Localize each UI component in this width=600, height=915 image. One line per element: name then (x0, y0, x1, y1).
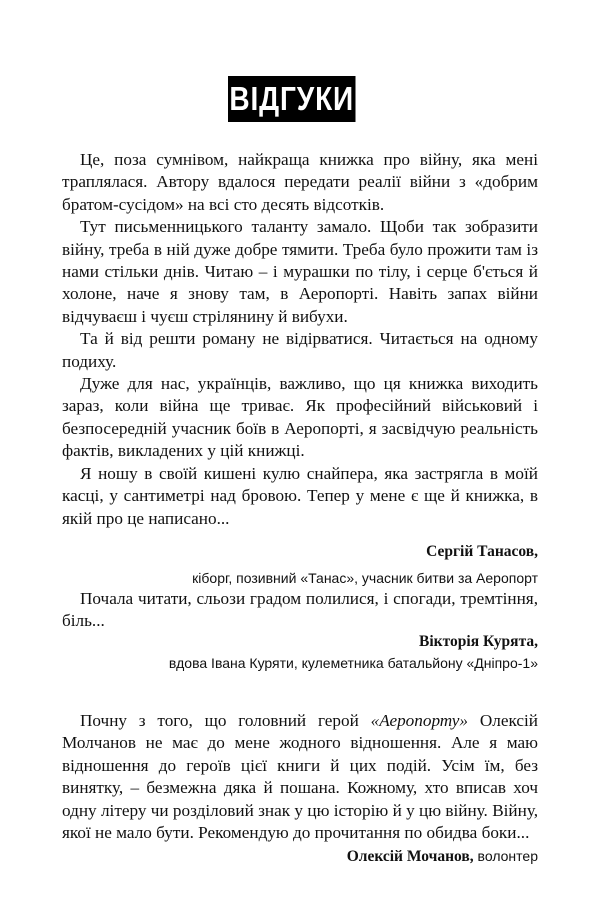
review-3-author-role: волонтер (473, 848, 538, 865)
review-1-author-description: кіборг, позивний «Танас», учасник битви за Аеропорт (192, 569, 538, 586)
review-1-paragraph-1: Це, поза сумнівом, найкраща книжка про війну, яка мені траплялася. Автору вдалося передати реалії війни з «добрим братом-сусідом» на всі сто десять відсотків. (62, 150, 538, 214)
review-2 (62, 588, 538, 673)
review-3-paragraph-1 (62, 710, 538, 844)
review-1-paragraph-5: Я ношу в своїй кишені кулю снайпера, яка застрягла в моїй касці, у сантиметрі над бровою. Тепер у мене є ще й книжка, в якій про це написано... (62, 463, 538, 528)
review-2-author-description: вдова Івана Куряти, кулеметника батальйону «Дніпро-1» (168, 654, 538, 671)
review-3-author-name: Олексій Мочанов, (346, 848, 474, 866)
review-2-paragraph-1: Почала читати, сльози градом полилися, і спогади, тремтіння, біль... (62, 589, 538, 631)
page-title: ВІДГУКИ (228, 76, 356, 122)
review-2-author-name: Вікторія Курята, (419, 632, 538, 650)
review-1-author-name: Сергій Танасов, (426, 542, 538, 560)
review-1-paragraph-3: Та й від решти роману не відірватися. Читається на одному подиху. (62, 329, 538, 371)
review-1-paragraph-4: Дуже для нас, українців, важливо, що ця книжка виходить зараз, коли війна ще триває. Як професійний військовий і безпосередній учасник боїв в Аеропорті, я засвідчую реальність фактів, викладених у цій книжці. (62, 374, 538, 461)
review-3-signature (62, 846, 538, 867)
review-1 (62, 149, 538, 588)
review-3-book-reference: «Аеропорту» (370, 711, 469, 730)
review-3-text: Олексій Молчанов не має до мене жодного відношення. Але я маю відношення до героїв цієї книги й цих подій. Усім їм, без винятку, – безмежна дяка й пошана. Кожному, хто вписав хоч одну літеру чи розділовий знак у цю історію й у цю війну. Війну, якої не мало бути. Рекомендую до прочитання по обидва боки... (62, 711, 538, 843)
review-3 (62, 710, 538, 867)
review-1-paragraph-2: Тут письменницького таланту замало. Щоби так зобразити війну, треба в ній дуже добре тямити. Треба було прожити там із нами стільки днів. Читаю – і мурашки по тілу, і серце б'ється й холоне, наче я знову там, в Аеропорті. Навіть запах війни відчуваєш і чуєш стрілянину й вибухи. (62, 217, 538, 326)
review-3-intro: Почну з того, що головний герой (80, 711, 371, 730)
